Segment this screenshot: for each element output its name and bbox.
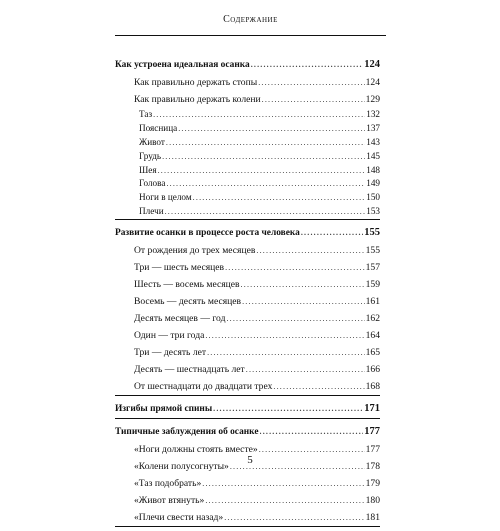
toc-entry-page: 157 xyxy=(365,262,380,274)
dot-leader xyxy=(153,108,365,122)
dot-leader xyxy=(162,150,365,164)
toc-entry-title: Живот xyxy=(139,136,165,147)
toc-entry-title: От шестнадцати до двадцати трех xyxy=(134,381,273,393)
dot-leader xyxy=(242,293,365,310)
toc-section-heading[interactable] xyxy=(115,400,380,418)
toc-entry-title: Ноги в целом xyxy=(139,192,192,203)
toc-entry-page: 168 xyxy=(365,381,380,393)
dot-leader xyxy=(202,475,364,492)
running-head: Содержание xyxy=(223,14,278,25)
toc-entry-page: 162 xyxy=(365,313,380,325)
toc-entry[interactable] xyxy=(115,150,380,164)
toc-section-heading[interactable] xyxy=(115,56,380,74)
toc-entry-title: Типичные заблуждения об осанке xyxy=(115,427,259,438)
dot-leader xyxy=(273,378,364,395)
toc-entry[interactable] xyxy=(115,177,380,191)
toc-section xyxy=(115,400,380,419)
toc-entry-page: 153 xyxy=(366,206,380,217)
dot-leader xyxy=(166,177,365,191)
toc-entry-page: 143 xyxy=(366,136,380,147)
dot-leader xyxy=(224,509,364,526)
toc-entry-page: 124 xyxy=(365,77,380,88)
toc-entry[interactable] xyxy=(115,293,380,310)
toc-entry[interactable] xyxy=(115,91,380,108)
dot-leader xyxy=(193,191,366,205)
toc-entry-title: Как устроена идеальная осанка xyxy=(115,60,250,70)
dot-leader xyxy=(166,136,365,150)
toc-entry-page: 145 xyxy=(366,150,380,161)
toc-entry-page: 149 xyxy=(366,178,380,189)
toc-entry-page: 166 xyxy=(365,364,380,376)
toc-entry-page: 132 xyxy=(366,109,380,119)
toc-entry-title: Десять месяцев — год xyxy=(134,313,226,325)
toc-entry-title: Один — три года xyxy=(134,330,205,342)
toc-entry-title: «Плечи свести назад» xyxy=(134,512,224,524)
dot-leader xyxy=(260,423,364,441)
toc-entry-page: 161 xyxy=(365,296,380,308)
toc-entry-title: «Таз подобрать» xyxy=(134,478,202,490)
toc-entry-title: Таз xyxy=(139,109,153,119)
toc-entry-page: 159 xyxy=(365,279,380,291)
toc-entry-title: Плечи xyxy=(139,206,164,217)
toc-entry[interactable] xyxy=(115,276,380,293)
toc-entry-title: «Ноги должны стоять вместе» xyxy=(134,444,258,456)
toc-entry-page: 171 xyxy=(364,403,380,415)
dot-leader xyxy=(251,56,364,74)
toc-section xyxy=(115,224,380,396)
dot-leader xyxy=(205,492,364,509)
toc-entry-page: 181 xyxy=(365,512,380,524)
toc-entry-title: Как правильно держать стопы xyxy=(134,77,258,88)
toc-entry[interactable] xyxy=(115,136,380,150)
toc-entry[interactable] xyxy=(115,74,380,91)
dot-leader xyxy=(225,259,365,276)
toc-entry-title: Грудь xyxy=(139,150,162,161)
toc-entry-title: Три — шесть месяцев xyxy=(134,262,225,274)
toc-entry[interactable] xyxy=(115,492,380,509)
page-number: 5 xyxy=(247,454,253,466)
toc-entry-page: 180 xyxy=(365,495,380,507)
toc-entry-title: Три — десять лет xyxy=(134,347,207,359)
dot-leader xyxy=(246,361,365,378)
dot-leader xyxy=(262,91,365,108)
dot-leader xyxy=(158,164,366,178)
dot-leader xyxy=(207,344,365,361)
toc-entry[interactable] xyxy=(115,475,380,492)
toc-entry[interactable] xyxy=(115,164,380,178)
dot-leader xyxy=(205,327,364,344)
toc-entry-title: «Живот втянуть» xyxy=(134,495,205,507)
header-rule xyxy=(115,35,386,36)
toc-entry-title: Развитие осанки в процессе роста человека xyxy=(115,228,300,239)
toc-entry-page: 177 xyxy=(365,444,380,456)
toc-entry[interactable] xyxy=(115,361,380,378)
toc-entry-page: 164 xyxy=(365,330,380,342)
toc-entry-page: 150 xyxy=(366,192,380,203)
toc-entry-title: Восемь — десять месяцев xyxy=(134,296,242,308)
toc-entry[interactable] xyxy=(115,259,380,276)
toc-entry-title: Шесть — восемь месяцев xyxy=(134,279,240,291)
toc-entry-page: 179 xyxy=(365,478,380,490)
toc-entry-title: «Колени полусогнуты» xyxy=(134,461,229,473)
toc-entry-page: 148 xyxy=(366,164,380,175)
toc-entry-title: Десять — шестнадцать лет xyxy=(134,364,245,376)
toc-entry-page: 137 xyxy=(366,122,380,133)
dot-leader xyxy=(226,310,364,327)
toc-section-heading[interactable] xyxy=(115,423,380,441)
toc-entry[interactable] xyxy=(115,310,380,327)
dot-leader xyxy=(165,205,366,219)
toc-entry[interactable] xyxy=(115,242,380,259)
toc-entry[interactable] xyxy=(115,122,380,136)
toc-entry[interactable] xyxy=(115,205,380,219)
toc-entry-page: 129 xyxy=(365,94,380,105)
dot-leader xyxy=(213,400,363,418)
toc-entry-title: Голова xyxy=(139,178,166,189)
dot-leader xyxy=(241,276,365,293)
toc-entry-page: 155 xyxy=(364,227,380,239)
toc-section-heading[interactable] xyxy=(115,224,380,242)
toc-entry[interactable] xyxy=(115,108,380,122)
toc-entry-page: 155 xyxy=(365,245,380,257)
toc-entry-page: 177 xyxy=(364,426,380,438)
toc-entry[interactable] xyxy=(115,509,380,526)
toc-entry-title: Изгибы прямой спины xyxy=(115,404,213,415)
dot-leader xyxy=(178,122,365,136)
toc-entry-title: Шея xyxy=(139,164,157,175)
toc-entry-page: 178 xyxy=(365,461,380,473)
toc-entry-title: Как правильно держать колени xyxy=(134,94,261,105)
dot-leader xyxy=(258,74,364,91)
toc-entry-title: Поясница xyxy=(139,122,178,133)
toc-entry[interactable] xyxy=(115,327,380,344)
toc-section xyxy=(115,56,380,220)
toc-entry[interactable] xyxy=(115,191,380,205)
toc-entry[interactable] xyxy=(115,378,380,395)
toc-entry-title: От рождения до трех месяцев xyxy=(134,245,256,257)
toc-section xyxy=(115,423,380,527)
toc-entry[interactable] xyxy=(115,344,380,361)
dot-leader xyxy=(301,224,363,242)
dot-leader xyxy=(256,242,364,259)
toc-entry-page: 165 xyxy=(365,347,380,359)
toc-entry-page: 124 xyxy=(364,59,380,70)
